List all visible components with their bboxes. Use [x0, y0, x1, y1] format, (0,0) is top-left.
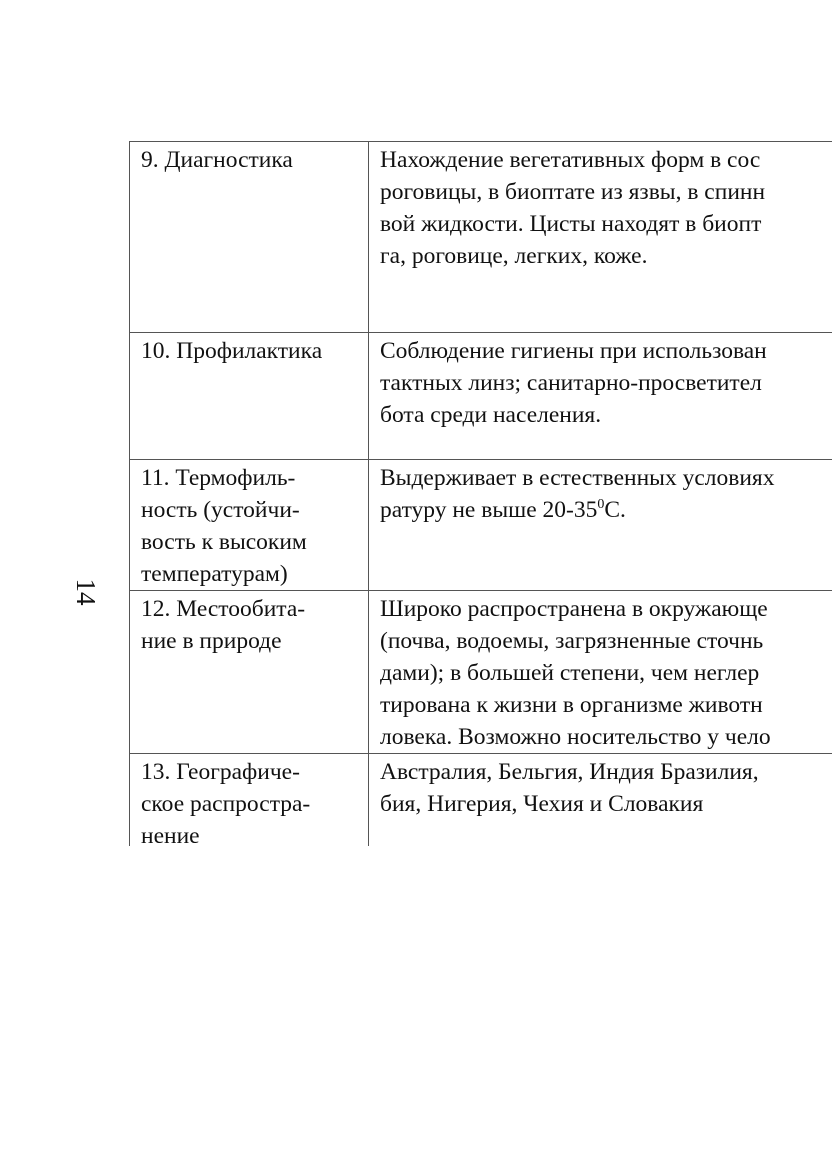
temperature-unit: С. — [604, 497, 626, 523]
row-label-line: 9. Диагностика — [141, 147, 293, 173]
row-value-line: Соблюдение гигиены при использован — [380, 338, 767, 364]
row-value-line: дами); в большей степени, чем неглер — [380, 660, 760, 686]
row-value-line: тактных линз; санитарно-просветител — [380, 370, 762, 396]
row-value-line: вой жидкости. Цисты находят в биопт — [380, 211, 762, 237]
row-label-cell — [130, 333, 369, 460]
row-label-line: ность (устойчи- — [141, 497, 300, 523]
table-row-diagnostics — [130, 142, 832, 333]
row-value-line: Австралия, Бельгия, Индия Бразилия, — [380, 759, 759, 785]
row-value-cell — [369, 142, 832, 333]
row-value-line: га, роговице, легких, коже. — [380, 243, 648, 269]
row-label-line: нение — [141, 823, 200, 846]
row-label-line: 11. Термофиль- — [141, 465, 296, 491]
table-container — [129, 141, 832, 846]
row-value-line: бота среди населения. — [380, 402, 602, 428]
temperature-range-text: ратуру не выше 20-35 — [380, 497, 598, 523]
row-label-cell — [130, 754, 369, 847]
row-label-cell — [130, 142, 369, 333]
row-value-line — [380, 494, 832, 526]
row-label-line: вость к высоким — [141, 529, 307, 555]
table-row-prevention — [130, 333, 832, 460]
row-label-cell — [130, 460, 369, 591]
row-value-line: роговицы, в биоптате из язвы, в спинн — [380, 179, 766, 205]
row-label-cell — [130, 591, 369, 754]
row-label-line: ское распростра- — [141, 791, 311, 817]
row-label-line: 12. Местообита- — [141, 596, 306, 622]
row-value-cell — [369, 460, 832, 591]
row-value-line: (почва, водоемы, загрязненные сточнь — [380, 628, 764, 654]
row-value-line: Нахождение вегетативных форм в сос — [380, 147, 761, 173]
info-table — [129, 141, 832, 846]
table-row-habitat — [130, 591, 832, 754]
row-value-line: ловека. Возможно носительство у чело — [380, 724, 771, 750]
row-value-cell — [369, 591, 832, 754]
row-label-line: 10. Профилактика — [141, 338, 323, 364]
table-row-thermophilicity — [130, 460, 832, 591]
row-value-line: бия, Нигерия, Чехия и Словакия — [380, 791, 704, 817]
row-value-cell — [369, 333, 832, 460]
row-value-line: тирована к жизни в организме животн — [380, 692, 763, 718]
page-number: 14 — [71, 578, 101, 606]
row-value-cell — [369, 754, 832, 847]
row-label-line: 13. Географиче- — [141, 759, 300, 785]
table-row-geography — [130, 754, 832, 847]
row-label-line: температурам) — [141, 561, 288, 587]
row-value-line: Выдерживает в естественных условиях — [380, 465, 775, 491]
degree-superscript: 0 — [597, 497, 605, 512]
row-label-line: ние в природе — [141, 628, 282, 654]
row-value-line: Широко распространена в окружающе — [380, 596, 768, 622]
